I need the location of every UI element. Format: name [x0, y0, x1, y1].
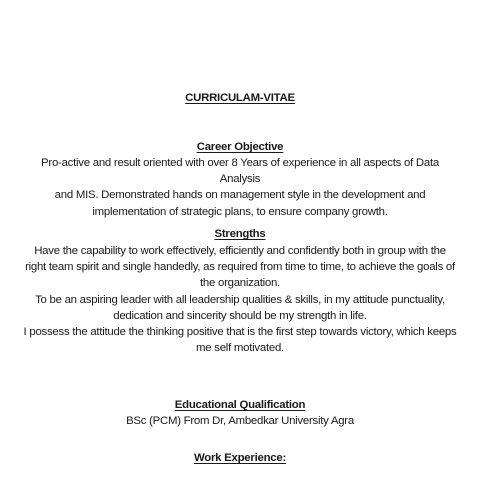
career-objective-text — [20, 155, 460, 220]
document-title: CURRICULAM-VITAE — [185, 92, 295, 104]
strengths-line: me self motivated. — [196, 342, 284, 355]
strengths-line: dedication and sincerity should be my strength in life. — [113, 309, 367, 322]
strengths-line: I possess the attitude the thinking positive that is the first step towards victory, which keeps — [23, 326, 457, 339]
education-heading: Educational Qualification — [174, 399, 306, 411]
strengths-text — [20, 243, 460, 356]
education-text — [20, 413, 460, 429]
career-objective-line: implementation of strategic plans, to ensure company growth. — [92, 205, 388, 218]
education-line: BSc (PCM) From Dr, Ambedkar University Agra — [126, 415, 354, 427]
career-objective-heading: Career Objective — [196, 141, 284, 153]
strengths-line: right team spirit and single handedly, as required from time to time, to achieve the goals of — [25, 261, 455, 274]
career-objective-line: Pro-active and result oriented with over 8 Years of experience in all aspects of Data Analysis — [41, 157, 439, 186]
strengths-line: Have the capability to work effectively, efficiently and confidently both in group with the — [34, 245, 446, 257]
career-objective-line: and MIS. Demonstrated hands on management style in the development and — [54, 189, 426, 202]
strengths-line: To be an aspiring leader with all leadership qualities & skills, in my attitude punctuality, — [35, 293, 445, 306]
work-experience-heading: Work Experience: — [193, 452, 286, 464]
strengths-heading: Strengths — [214, 228, 266, 240]
strengths-line: the organization. — [200, 277, 280, 290]
